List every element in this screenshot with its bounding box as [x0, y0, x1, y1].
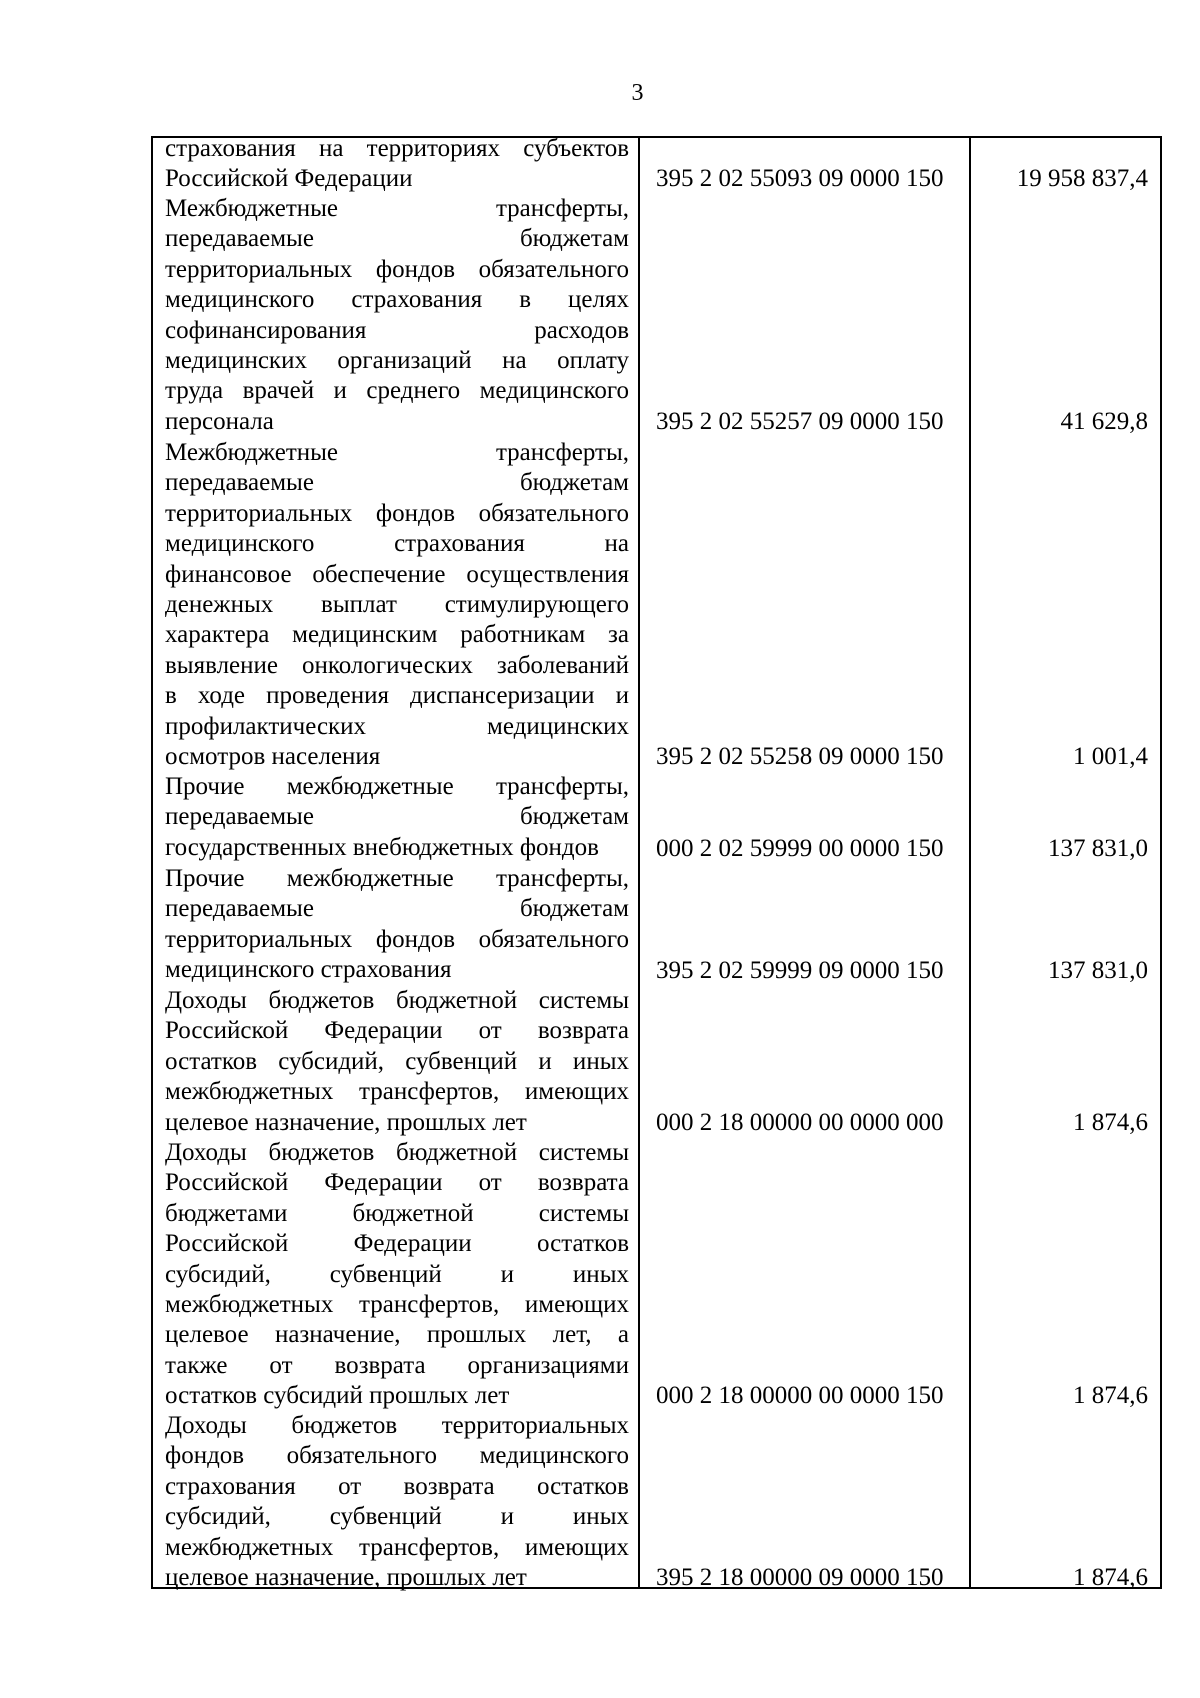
description-line: государственных внебюджетных фондов	[165, 833, 599, 861]
row-amount: 1 874,6	[1073, 1382, 1148, 1409]
revenue-table	[151, 135, 1162, 1592]
row-description	[165, 986, 629, 1138]
description-line: выявление онкологических заболеваний	[165, 651, 629, 679]
row-description	[165, 438, 629, 772]
description-line: территориальных фондов обязательного	[165, 499, 629, 527]
description-line: целевое назначение, прошлых лет, а	[165, 1321, 629, 1349]
row-amount: 137 831,0	[1048, 835, 1148, 862]
row-amount: 41 629,8	[1060, 408, 1148, 435]
row-description	[165, 134, 629, 195]
row-description	[165, 864, 629, 986]
row-amount: 1 874,6	[1073, 1109, 1148, 1136]
row-code: 000 2 18 00000 00 0000 000	[656, 1109, 944, 1136]
column-divider	[969, 138, 971, 1587]
description-line: Российской Федерации	[165, 165, 413, 193]
row-description	[165, 1411, 629, 1593]
description-line: Прочие межбюджетные трансферты,	[165, 773, 629, 800]
description-line: целевое назначение, прошлых лет	[165, 1564, 527, 1592]
description-line: территориальных фондов обязательного	[165, 255, 629, 283]
description-line: Прочие межбюджетные трансферты,	[165, 865, 629, 892]
description-line: в ходе проведения диспансеризации и	[165, 682, 629, 710]
row-description	[165, 1138, 629, 1412]
description-line: страхования на территориях субъектов	[165, 135, 629, 162]
description-line: Российской Федерации остатков	[165, 1230, 629, 1258]
description-line: финансовое обеспечение осуществления	[165, 560, 629, 588]
description-line: денежных выплат стимулирующего	[165, 591, 629, 619]
description-line: передаваемые бюджетам	[165, 895, 629, 923]
description-line: фондов обязательного медицинского	[165, 1442, 629, 1470]
description-line: труда врачей и среднего медицинского	[165, 377, 629, 405]
description-line: бюджетами бюджетной системы	[165, 1199, 629, 1227]
description-line: межбюджетных трансфертов, имеющих	[165, 1533, 629, 1561]
row-code: 395 2 02 59999 09 0000 150	[656, 957, 944, 984]
description-line: профилактических медицинских	[165, 712, 629, 740]
row-amount: 137 831,0	[1048, 957, 1148, 984]
description-line: передаваемые бюджетам	[165, 225, 629, 253]
description-line: софинансирования расходов	[165, 316, 629, 344]
description-line: также от возврата организациями	[165, 1351, 629, 1379]
column-divider	[638, 138, 640, 1587]
description-line: передаваемые бюджетам	[165, 469, 629, 497]
description-line: Доходы бюджетов бюджетной системы	[165, 987, 629, 1014]
description-line: медицинского страхования	[165, 956, 452, 984]
description-line: целевое назначение, прошлых лет	[165, 1108, 527, 1136]
description-line: передаваемые бюджетам	[165, 803, 629, 831]
description-line: межбюджетных трансфертов, имеющих	[165, 1291, 629, 1319]
description-line: Межбюджетные трансферты,	[165, 195, 629, 222]
description-line: медицинского страхования в целях	[165, 286, 629, 314]
row-code: 395 2 18 00000 09 0000 150	[656, 1564, 944, 1591]
row-description	[165, 772, 629, 863]
description-line: субсидий, субвенций и иных	[165, 1503, 629, 1531]
description-line: Межбюджетные трансферты,	[165, 439, 629, 466]
description-line: Доходы бюджетов территориальных	[165, 1412, 629, 1439]
description-line: персонала	[165, 407, 274, 435]
row-amount: 1 001,4	[1073, 743, 1148, 770]
description-line: Российской Федерации от возврата	[165, 1169, 629, 1197]
row-code: 000 2 02 59999 00 0000 150	[656, 835, 944, 862]
row-amount: 19 958 837,4	[1016, 165, 1148, 192]
row-description	[165, 194, 629, 437]
description-line: медицинских организаций на оплату	[165, 347, 629, 375]
description-line: субсидий, субвенций и иных	[165, 1260, 629, 1288]
description-line: межбюджетных трансфертов, имеющих	[165, 1078, 629, 1106]
description-line: территориальных фондов обязательного	[165, 925, 629, 953]
description-line: осмотров населения	[165, 743, 381, 771]
row-code: 395 2 02 55257 09 0000 150	[656, 408, 944, 435]
row-amount: 1 874,6	[1073, 1564, 1148, 1591]
description-line: страхования от возврата остатков	[165, 1472, 629, 1500]
description-line: Доходы бюджетов бюджетной системы	[165, 1139, 629, 1166]
row-code: 000 2 18 00000 00 0000 150	[656, 1382, 944, 1409]
description-line: Российской Федерации от возврата	[165, 1017, 629, 1045]
page-number: 3	[631, 80, 644, 106]
row-code: 395 2 02 55258 09 0000 150	[656, 743, 944, 770]
description-line: остатков субсидий прошлых лет	[165, 1382, 510, 1410]
description-line: медицинского страхования на	[165, 530, 629, 558]
description-line: остатков субсидий, субвенций и иных	[165, 1047, 629, 1075]
description-line: характера медицинским работникам за	[165, 621, 629, 649]
row-code: 395 2 02 55093 09 0000 150	[656, 165, 944, 192]
